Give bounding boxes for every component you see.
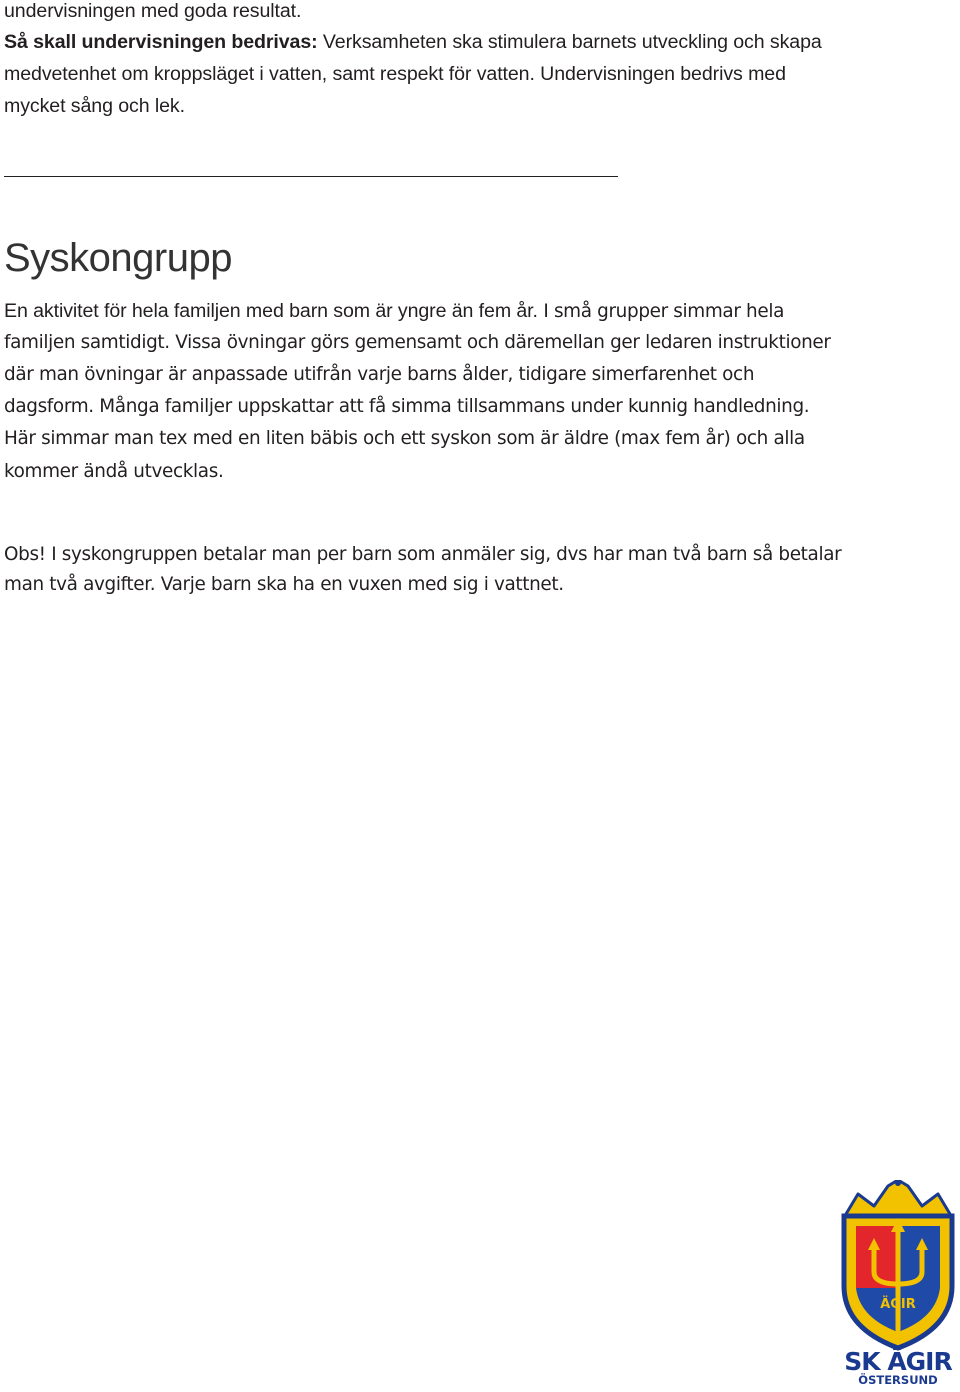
section-heading: Syskongrupp <box>4 236 232 280</box>
paragraph-line-6: kommer ändå utvecklas. <box>4 461 224 482</box>
horizontal-rule <box>4 176 618 177</box>
paragraph-line-2-tail: Vissa övningar görs gemensamt och däremellan ger ledaren instruktioner <box>169 332 831 353</box>
intro-line-1: undervisningen med goda resultat. <box>4 0 302 22</box>
note-line-1: Obs! I syskongruppen betalar man per barn som anmäler sig, dvs har man två barn så betalar <box>4 544 842 565</box>
note-line-2: man två avgifter. Varje barn ska ha en vuxen med sig i vattnet. <box>4 574 564 595</box>
logo-city: ÖSTERSUND <box>858 1373 938 1386</box>
paragraph-line-4 <box>4 396 809 417</box>
intro-line-2-text: Verksamheten ska stimulera barnets utveckling och skapa <box>317 31 822 53</box>
paragraph-line-1-tail: I små grupper simmar hela <box>537 301 785 322</box>
shield-icon <box>844 1216 952 1348</box>
club-logo <box>836 1180 960 1386</box>
paragraph-line-4-tail: Många familjer uppskattar att få simma tillsammans under kunnig handledning. <box>93 396 810 417</box>
paragraph-line-5: Här simmar man tex med en liten bäbis och ett syskon som är äldre (max fem år) och alla <box>4 428 805 449</box>
paragraph-line-3: där man övningar är anpassade utifrån varje barns ålder, tidigare simerfarenhet och <box>4 364 755 385</box>
paragraph-line-1 <box>4 300 784 323</box>
intro-line-2 <box>4 31 822 54</box>
paragraph-line-2-start: familjen samtidigt. <box>4 332 170 353</box>
paragraph-lead-sentence: En aktivitet för hela familjen med barn som är yngre än fem år. <box>4 300 538 322</box>
logo-name: SK ÄGIR <box>844 1347 952 1376</box>
intro-line-4: mycket sång och lek. <box>4 95 185 117</box>
intro-line-3: medvetenhet om kroppsläget i vatten, samt respekt för vatten. Undervisningen bedrivs med <box>4 63 786 85</box>
paragraph-line-2 <box>4 332 831 353</box>
paragraph-line-4-start: dagsform. <box>4 396 94 417</box>
emblem-letters: ÄGIR <box>880 1297 916 1312</box>
intro-bold-lead: Så skall undervisningen bedrivas: <box>4 31 318 53</box>
